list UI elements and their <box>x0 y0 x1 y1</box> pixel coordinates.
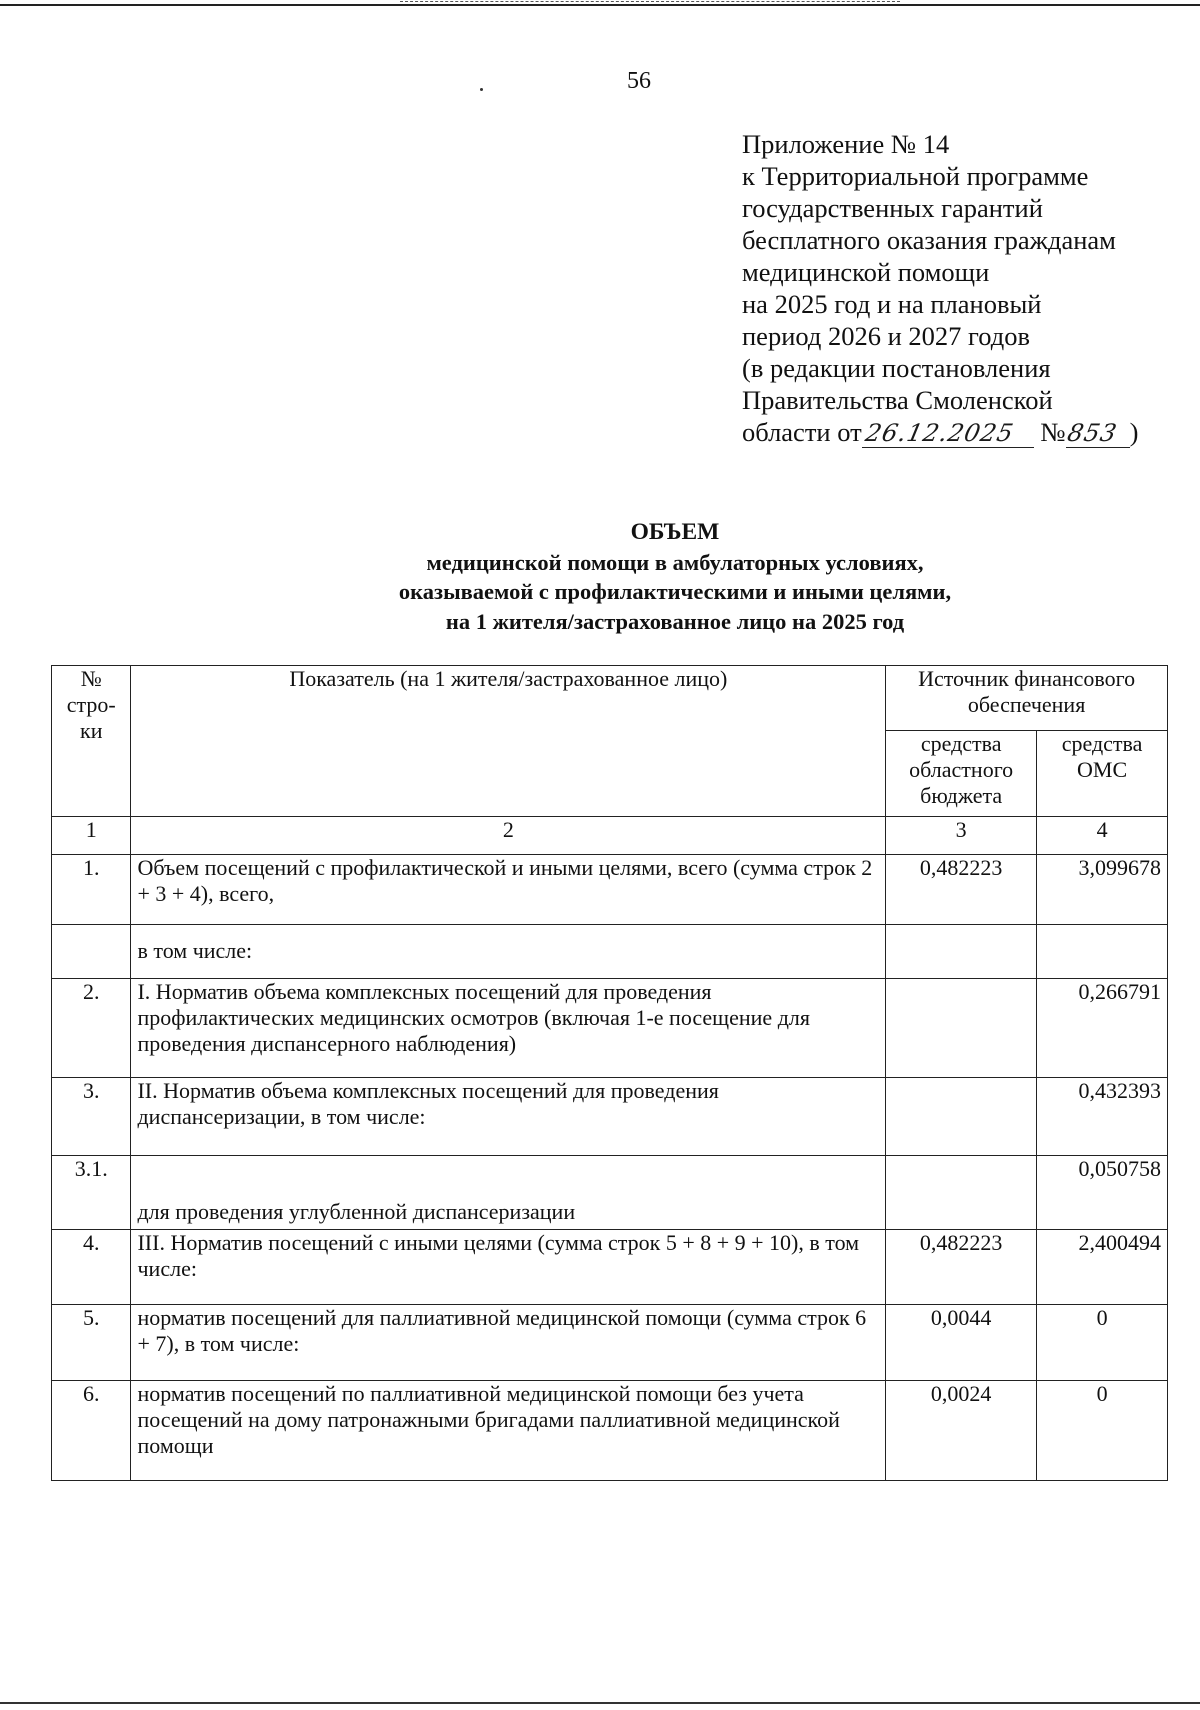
row-number: 3. <box>52 1078 131 1156</box>
appendix-line: государственных гарантий <box>742 193 1043 223</box>
row-oms-value: 2,400494 <box>1037 1230 1168 1305</box>
appendix-line: (в редакции постановления <box>742 353 1051 383</box>
title-main: ОБЪЕМ <box>630 519 720 545</box>
row-number <box>52 925 131 979</box>
appendix-line: период 2026 и 2027 годов <box>742 321 1030 351</box>
row-budget-value <box>886 1078 1037 1156</box>
appendix-line: Приложение № 14 <box>742 129 950 159</box>
title-line: оказываемой с профилактическими и иными целями, <box>398 579 952 604</box>
volume-table <box>51 665 1168 1481</box>
header-oms: средства ОМС <box>1037 731 1168 817</box>
header-regional-budget: средства областного бюджета <box>886 731 1037 817</box>
appendix-line: медицинской помощи <box>742 257 990 287</box>
row-oms-value: 0,432393 <box>1037 1078 1168 1156</box>
row-indicator: для проведения углубленной диспансеризации <box>131 1156 886 1230</box>
decree-date-field <box>862 418 1034 448</box>
row-oms-value <box>1037 925 1168 979</box>
column-index: 1 <box>52 817 131 855</box>
row-budget-value <box>886 1156 1037 1230</box>
appendix-line: бесплатного оказания гражданам <box>742 225 1116 255</box>
appendix-block <box>742 128 1182 448</box>
column-index: 4 <box>1037 817 1168 855</box>
scan-speck <box>480 88 483 91</box>
row-number: 6. <box>52 1381 131 1481</box>
appendix-line: на 2025 год и на плановый <box>742 289 1042 319</box>
row-budget-value: 0,482223 <box>886 1230 1037 1305</box>
row-budget-value: 0,0044 <box>886 1305 1037 1381</box>
row-indicator: Объем посещений с профилактической и иными целями, всего (сумма строк 2 + 3 + 4), всего, <box>131 855 886 925</box>
row-budget-value <box>886 979 1037 1078</box>
table-row <box>52 1078 1168 1156</box>
page-number: 56 <box>627 68 651 94</box>
row-indicator: III. Норматив посещений с иными целями (сумма строк 5 + 8 + 9 + 10), в том числе: <box>131 1230 886 1305</box>
closing-paren: ) <box>1129 417 1139 447</box>
table-header-row <box>52 666 1168 731</box>
row-budget-value: 0,0024 <box>886 1381 1037 1481</box>
row-number: 2. <box>52 979 131 1078</box>
row-indicator: II. Норматив объема комплексных посещений для проведения диспансеризации, в том числе: <box>131 1078 886 1156</box>
scan-edge-top <box>0 4 1200 6</box>
column-index-row <box>52 817 1168 855</box>
title-line: на 1 жителя/застрахованное лицо на 2025 год <box>445 608 905 634</box>
header-funding-source: Источник финансового обеспечения <box>886 666 1168 731</box>
number-sign: № <box>1040 417 1066 447</box>
row-number: 5. <box>52 1305 131 1381</box>
appendix-line-prefix: области от <box>742 417 862 447</box>
row-indicator: норматив посещений по паллиативной медицинской помощи без учета посещений на дому патронажными бригадами паллиативной медицинской помощи <box>131 1381 886 1481</box>
row-oms-value: 0 <box>1037 1305 1168 1381</box>
decree-number-field <box>1066 418 1130 448</box>
row-oms-value: 0,050758 <box>1037 1156 1168 1230</box>
row-indicator: норматив посещений для паллиативной медицинской помощи (сумма строк 6 + 7), в том числе: <box>131 1305 886 1381</box>
title-line: медицинской помощи в амбулаторных условиях, <box>426 549 924 575</box>
scan-edge-top-dashed <box>400 1 900 2</box>
table-row <box>52 1305 1168 1381</box>
row-number: 4. <box>52 1230 131 1305</box>
scan-edge-bottom <box>0 1702 1200 1704</box>
row-number: 3.1. <box>52 1156 131 1230</box>
row-indicator: I. Норматив объема комплексных посещений для проведения профилактических медицинских осмотров (включая 1-е посещение для проведения диспансерного наблюдения) <box>131 979 886 1078</box>
appendix-line: к Территориальной программе <box>742 161 1089 191</box>
handwritten-date: 26.12.2025 <box>862 419 1017 447</box>
table-row <box>52 925 1168 979</box>
table-row <box>52 1230 1168 1305</box>
appendix-signature-line <box>742 416 1182 448</box>
row-number: 1. <box>52 855 131 925</box>
row-oms-value: 0 <box>1037 1381 1168 1481</box>
table-row <box>52 1156 1168 1230</box>
table-row <box>52 855 1168 925</box>
row-budget-value <box>886 925 1037 979</box>
handwritten-number: 853 <box>1064 419 1120 447</box>
column-index: 3 <box>886 817 1037 855</box>
row-oms-value: 3,099678 <box>1037 855 1168 925</box>
table-row <box>52 979 1168 1078</box>
table-row <box>52 1381 1168 1481</box>
row-budget-value: 0,482223 <box>886 855 1037 925</box>
row-oms-value: 0,266791 <box>1037 979 1168 1078</box>
row-indicator: в том числе: <box>131 925 886 979</box>
header-indicator: Показатель (на 1 жителя/застрахованное лицо) <box>131 666 886 817</box>
header-row-number: № стро- ки <box>52 666 131 817</box>
appendix-line: Правительства Смоленской <box>742 385 1053 415</box>
column-index: 2 <box>131 817 886 855</box>
document-title <box>0 518 1200 636</box>
